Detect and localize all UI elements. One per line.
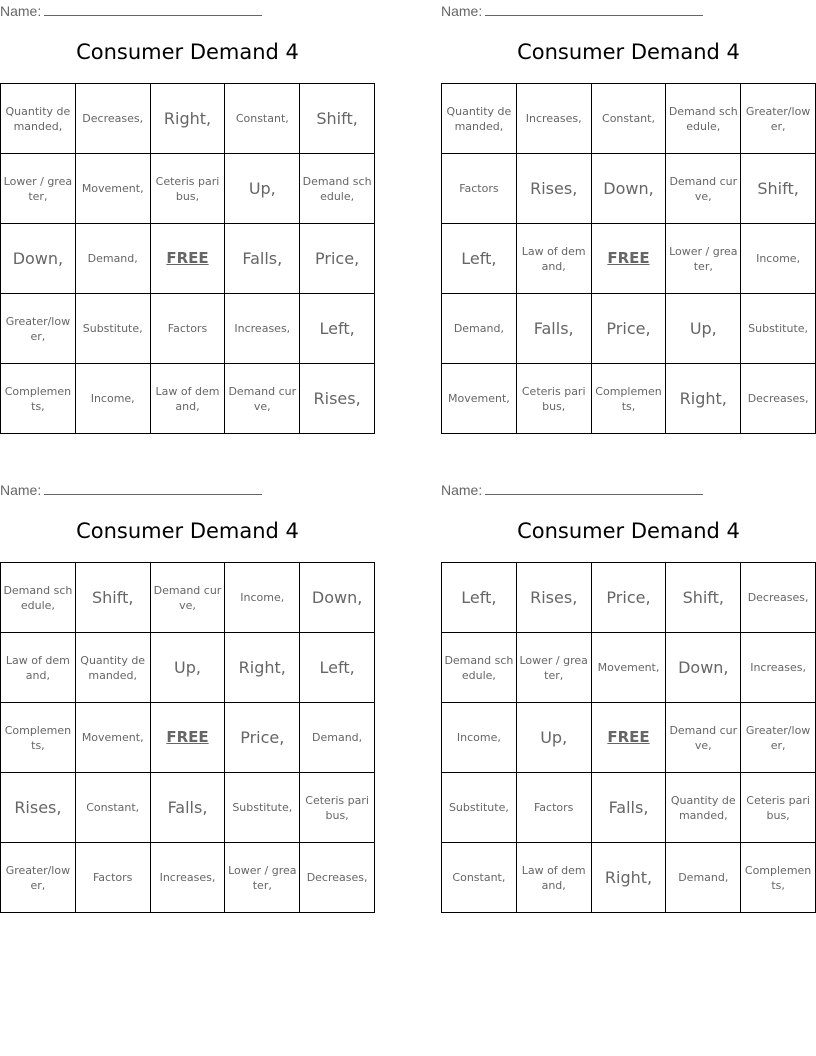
name-blank[interactable] xyxy=(44,2,262,16)
bingo-cell: Decreases, xyxy=(741,364,816,434)
bingo-cell: Constant, xyxy=(442,843,517,913)
bingo-cell: Law of demand, xyxy=(1,633,76,703)
bingo-cell: Rises, xyxy=(517,563,592,633)
name-line xyxy=(0,2,262,19)
bingo-cell: Factors xyxy=(442,154,517,224)
bingo-cell: Movement, xyxy=(592,633,667,703)
bingo-cell: Shift, xyxy=(300,84,375,154)
name-label: Name: xyxy=(0,482,42,498)
name-label: Name: xyxy=(441,3,483,19)
bingo-cell: Lower / greater, xyxy=(225,843,300,913)
bingo-cell: Up, xyxy=(151,633,226,703)
free-space: FREE xyxy=(151,224,226,294)
free-space: FREE xyxy=(151,703,226,773)
bingo-cell: Down, xyxy=(592,154,667,224)
bingo-cell: Shift, xyxy=(741,154,816,224)
bingo-cell: Substitute, xyxy=(442,773,517,843)
name-blank[interactable] xyxy=(485,2,703,16)
card-title: Consumer Demand 4 xyxy=(76,40,299,64)
bingo-cell: Movement, xyxy=(76,703,151,773)
bingo-cell: Price, xyxy=(592,563,667,633)
card-title: Consumer Demand 4 xyxy=(517,40,740,64)
bingo-cell: Down, xyxy=(666,633,741,703)
bingo-cell: Demand, xyxy=(300,703,375,773)
bingo-grid xyxy=(0,562,375,913)
bingo-cell: Movement, xyxy=(76,154,151,224)
free-space: FREE xyxy=(592,703,667,773)
bingo-cell: Price, xyxy=(225,703,300,773)
bingo-cell: Left, xyxy=(300,633,375,703)
bingo-cell: Right, xyxy=(225,633,300,703)
bingo-cell: Decreases, xyxy=(741,563,816,633)
bingo-cell: Complements, xyxy=(1,703,76,773)
bingo-cell: Up, xyxy=(666,294,741,364)
bingo-cell: Quantity demanded, xyxy=(442,84,517,154)
bingo-cell: Lower / greater, xyxy=(1,154,76,224)
bingo-cell: Decreases, xyxy=(76,84,151,154)
bingo-grid xyxy=(441,83,816,434)
bingo-cell: Lower / greater, xyxy=(517,633,592,703)
bingo-cell: Factors xyxy=(517,773,592,843)
bingo-cell: Lower / greater, xyxy=(666,224,741,294)
bingo-cell: Constant, xyxy=(225,84,300,154)
bingo-grid xyxy=(0,83,375,434)
bingo-cell: Right, xyxy=(592,843,667,913)
bingo-cell: Income, xyxy=(76,364,151,434)
bingo-cell: Greater/lower, xyxy=(741,84,816,154)
bingo-cell: Demand schedule, xyxy=(666,84,741,154)
bingo-cell: Income, xyxy=(225,563,300,633)
name-line xyxy=(0,481,262,498)
bingo-cell: Falls, xyxy=(151,773,226,843)
bingo-cell: Demand, xyxy=(442,294,517,364)
bingo-cell: Price, xyxy=(300,224,375,294)
bingo-cell: Falls, xyxy=(225,224,300,294)
bingo-cell: Income, xyxy=(741,224,816,294)
bingo-cell: Substitute, xyxy=(225,773,300,843)
bingo-cell: Factors xyxy=(151,294,226,364)
name-label: Name: xyxy=(441,482,483,498)
bingo-cell: Right, xyxy=(151,84,226,154)
bingo-cell: Shift, xyxy=(666,563,741,633)
bingo-cell: Demand curve, xyxy=(225,364,300,434)
bingo-cell: Demand schedule, xyxy=(1,563,76,633)
bingo-cell: Ceteris paribus, xyxy=(741,773,816,843)
bingo-cell: Rises, xyxy=(517,154,592,224)
name-label: Name: xyxy=(0,3,42,19)
bingo-cell: Complements, xyxy=(1,364,76,434)
free-space: FREE xyxy=(592,224,667,294)
bingo-cell: Rises, xyxy=(300,364,375,434)
bingo-cell: Constant, xyxy=(592,84,667,154)
bingo-cell: Left, xyxy=(442,224,517,294)
bingo-cell: Shift, xyxy=(76,563,151,633)
bingo-cell: Increases, xyxy=(517,84,592,154)
bingo-cell: Greater/lower, xyxy=(1,843,76,913)
bingo-cell: Law of demand, xyxy=(151,364,226,434)
bingo-cell: Up, xyxy=(517,703,592,773)
bingo-cell: Increases, xyxy=(225,294,300,364)
bingo-grid xyxy=(441,562,816,913)
bingo-cell: Factors xyxy=(76,843,151,913)
bingo-cell: Increases, xyxy=(741,633,816,703)
bingo-cell: Down, xyxy=(300,563,375,633)
bingo-cell: Left, xyxy=(300,294,375,364)
bingo-cell: Complements, xyxy=(592,364,667,434)
card-title: Consumer Demand 4 xyxy=(517,519,740,543)
bingo-cell: Demand curve, xyxy=(151,563,226,633)
bingo-cell: Increases, xyxy=(151,843,226,913)
bingo-cell: Falls, xyxy=(517,294,592,364)
name-line xyxy=(441,481,703,498)
bingo-cell: Ceteris paribus, xyxy=(151,154,226,224)
bingo-cell: Price, xyxy=(592,294,667,364)
bingo-cell: Right, xyxy=(666,364,741,434)
bingo-cell: Demand schedule, xyxy=(300,154,375,224)
bingo-cell: Quantity demanded, xyxy=(666,773,741,843)
bingo-cell: Down, xyxy=(1,224,76,294)
bingo-cell: Quantity demanded, xyxy=(1,84,76,154)
name-line xyxy=(441,2,703,19)
bingo-cell: Demand, xyxy=(76,224,151,294)
bingo-cell: Left, xyxy=(442,563,517,633)
bingo-cell: Law of demand, xyxy=(517,224,592,294)
bingo-cell: Decreases, xyxy=(300,843,375,913)
bingo-cell: Constant, xyxy=(76,773,151,843)
bingo-cell: Complements, xyxy=(741,843,816,913)
name-blank[interactable] xyxy=(485,481,703,495)
bingo-cell: Demand curve, xyxy=(666,703,741,773)
bingo-cell: Greater/lower, xyxy=(1,294,76,364)
bingo-cell: Demand schedule, xyxy=(442,633,517,703)
bingo-cell: Greater/lower, xyxy=(741,703,816,773)
bingo-cell: Substitute, xyxy=(76,294,151,364)
bingo-cell: Demand curve, xyxy=(666,154,741,224)
bingo-cell: Up, xyxy=(225,154,300,224)
bingo-cell: Demand, xyxy=(666,843,741,913)
bingo-cell: Substitute, xyxy=(741,294,816,364)
bingo-cell: Quantity demanded, xyxy=(76,633,151,703)
bingo-cell: Movement, xyxy=(442,364,517,434)
card-title: Consumer Demand 4 xyxy=(76,519,299,543)
name-blank[interactable] xyxy=(44,481,262,495)
bingo-cell: Ceteris paribus, xyxy=(517,364,592,434)
bingo-cell: Ceteris paribus, xyxy=(300,773,375,843)
bingo-cell: Rises, xyxy=(1,773,76,843)
bingo-cell: Income, xyxy=(442,703,517,773)
bingo-cell: Law of demand, xyxy=(517,843,592,913)
bingo-cell: Falls, xyxy=(592,773,667,843)
